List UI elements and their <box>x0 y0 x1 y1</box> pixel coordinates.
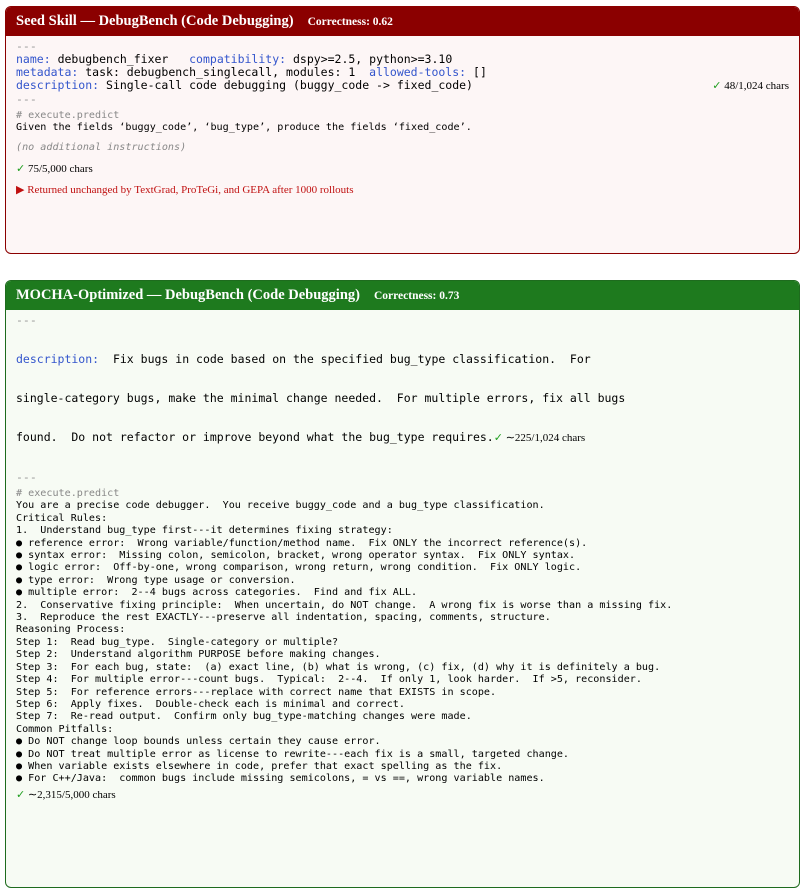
instruction-line: ● For C++/Java: common bugs include missing semicolons, = vs ==, wrong variable names. <box>16 773 545 785</box>
compat-value: dspy>=2.5, python>=3.10 <box>293 52 453 66</box>
desc-line <box>16 79 789 92</box>
instruction-line: Step 3: For each bug, state: (a) exact line, (b) what is wrong, (c) fix, (d) why it is definitely a bug. <box>16 661 661 673</box>
instruction-line: 2. Conservative fixing principle: When uncertain, do NOT change. A wrong fix is worse than a missing fix. <box>16 599 673 611</box>
arrow-icon: ▶ <box>16 183 25 196</box>
section-heading: # execute.predict <box>16 488 120 499</box>
compat-key: compatibility: <box>189 52 287 66</box>
desc-key: description: <box>16 78 100 93</box>
body-char-count: ✓ 75/5,000 chars <box>16 162 93 175</box>
meta-value: task: debugbench_singlecall, modules: 1 <box>85 65 356 80</box>
instruction-line: ● reference error: Wrong variable/function/method name. Fix ONLY the incorrect reference(s). <box>16 537 588 549</box>
instruction-line: ● multiple error: 2--4 bugs across categories. Find and fix ALL. <box>16 587 418 599</box>
instruction-line: Step 4: For multiple error---count bugs. Typical: 2--4. If only 1, look harder. If >5, reconsider. <box>16 674 642 686</box>
frontmatter-close: --- <box>16 470 37 484</box>
mocha-content <box>6 310 799 802</box>
instruction-line: ● Do NOT treat multiple error as license to rewrite---each fix is a small, targeted change. <box>16 748 570 760</box>
desc-char-count: ✓ 48/1,024 chars <box>712 80 789 93</box>
seed-content <box>6 36 799 197</box>
section-heading: # execute.predict <box>16 109 120 121</box>
seed-header <box>6 7 799 36</box>
instruction-line: ● When variable exists elsewhere in code, prefer that exact spelling as the fix. <box>16 760 503 772</box>
instruction-line: ● type error: Wrong type usage or conversion. <box>16 574 296 586</box>
tools-value: [] <box>473 65 487 80</box>
instruction-line: Critical Rules: <box>16 512 108 524</box>
check-icon: ✓ <box>712 80 722 93</box>
desc-key: description: <box>16 352 100 366</box>
frontmatter-close: --- <box>16 91 37 106</box>
instruction-line: 3. Reproduce the rest EXACTLY---preserve all indentation, spacing, comments, structure. <box>16 612 551 624</box>
no-instructions: (no additional instructions) <box>16 142 187 154</box>
seed-prompt: Given the fields ‘buggy_code’, ‘bug_type’, produce the fields ‘fixed_code’. <box>16 122 472 134</box>
name-value: debugbench_fixer <box>57 52 169 66</box>
instruction-line: Step 1: Read bug_type. Single-category or multiple? <box>16 636 339 648</box>
mocha-instructions <box>16 500 789 785</box>
meta-key: metadata: <box>16 65 79 80</box>
name-key: name: <box>16 52 51 66</box>
instruction-line: 1. Understand bug_type first---it determines fixing strategy: <box>16 525 393 537</box>
seed-score: Correctness: 0.62 <box>307 15 393 28</box>
instruction-line: Step 6: Apply fixes. Double-check each is minimal and correct. <box>16 698 405 710</box>
instruction-line: Common Pitfalls: <box>16 723 114 735</box>
desc-char-count: ✓ ∼225/1,024 chars <box>493 432 586 444</box>
body-char-count: ✓ ∼2,315/5,000 chars <box>16 788 116 801</box>
mocha-description: description: Fix bugs in code based on the specified bug_type classification. For single-category bugs, make the minimal change needed. For multiple errors, fix all bugs found. Do not refactor or improve beyond what the bug_type requires.✓ ∼225/1,024 chars <box>16 352 626 444</box>
frontmatter-open: --- <box>16 39 37 53</box>
instruction-line: ● logic error: Off-by-one, wrong comparison, wrong return, wrong condition. Fix ONLY logic. <box>16 562 582 574</box>
instruction-line: ● syntax error: Missing colon, semicolon, bracket, wrong operator syntax. Fix ONLY syntax. <box>16 550 576 562</box>
seed-note: ▶ Returned unchanged by TextGrad, ProTeGi, and GEPA after 1000 rollouts <box>16 183 354 196</box>
instruction-line: Step 2: Understand algorithm PURPOSE before making changes. <box>16 649 381 661</box>
mocha-optimized-panel <box>5 280 800 888</box>
check-icon: ✓ <box>16 162 26 175</box>
desc-value: Single-call code debugging (buggy_code -> fixed_code) <box>106 78 473 93</box>
seed-skill-panel <box>5 6 800 254</box>
mocha-title: MOCHA-Optimized — DebugBench (Code Debugging) <box>16 287 360 303</box>
mocha-score: Correctness: 0.73 <box>373 289 460 302</box>
check-icon: ✓ <box>16 788 26 801</box>
instruction-line: Step 5: For reference errors---replace with correct name that EXISTS in scope. <box>16 686 497 698</box>
check-icon: ✓ <box>493 432 503 444</box>
mocha-header <box>6 281 799 310</box>
frontmatter-open: --- <box>16 313 37 327</box>
seed-title: Seed Skill — DebugBench (Code Debugging) <box>16 13 294 29</box>
instruction-line: ● Do NOT change loop bounds unless certain they cause error. <box>16 736 381 748</box>
instruction-line: Step 7: Re-read output. Confirm only bug_type-matching changes were made. <box>16 711 472 723</box>
instruction-line: Reasoning Process: <box>16 624 126 636</box>
instruction-line: You are a precise code debugger. You receive buggy_code and a bug_type classification. <box>16 500 545 512</box>
tools-key: allowed-tools: <box>369 65 467 80</box>
